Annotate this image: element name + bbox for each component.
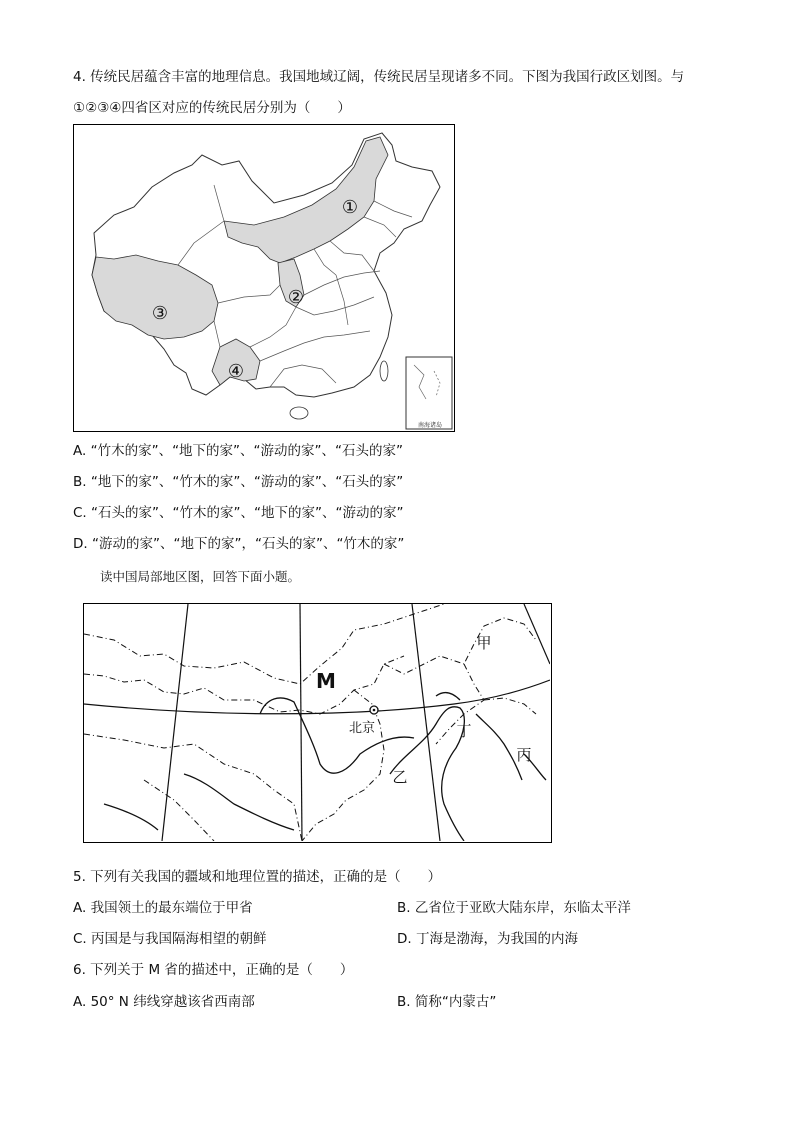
label-yi: 乙 xyxy=(392,768,408,786)
q5-stem: 5. 下列有关我国的疆域和地理位置的描述，正确的是（ ） xyxy=(73,869,442,885)
hainan-island xyxy=(290,407,308,419)
q6-stem: 6. 下列关于 M 省的描述中，正确的是（ ） xyxy=(73,962,354,978)
q4-option-a[interactable]: A. “竹木的家”、“地下的家”、“游动的家”、“石头的家” xyxy=(73,443,404,459)
q5-option-b[interactable]: B. 乙省位于亚欧大陆东岸，东临太平洋 xyxy=(397,900,631,916)
q6-option-a[interactable]: A. 50° N 纬线穿越该省西南部 xyxy=(73,994,255,1010)
map2-intro: 读中国局部地区图，回答下面小题。 xyxy=(100,569,301,584)
label-beijing: 北京 xyxy=(348,721,376,736)
regional-map-svg xyxy=(84,604,550,841)
q4-option-c[interactable]: C. “石头的家”、“竹木的家”、“地下的家”、“游动的家” xyxy=(73,505,404,521)
inset-label: 南海诸岛 xyxy=(417,422,443,429)
south-sea-inset xyxy=(406,357,452,429)
q5-option-a[interactable]: A. 我国领土的最东端位于甲省 xyxy=(73,900,253,916)
q4-stem-line1: 4. 传统民居蕴含丰富的地理信息。我国地域辽阔，传统民居呈现诸多不同。下图为我国行政区划图。与 xyxy=(73,69,685,85)
q5-option-d[interactable]: D. 丁海是渤海，为我国的内海 xyxy=(397,931,578,947)
taiwan-island xyxy=(380,361,388,381)
label-region-1: ① xyxy=(341,197,359,218)
regional-map xyxy=(83,603,552,843)
label-jia: 甲 xyxy=(476,634,492,652)
label-m: M xyxy=(316,669,336,693)
q4-option-b[interactable]: B. “地下的家”、“竹木的家”、“游动的家”、“石头的家” xyxy=(73,474,404,490)
china-province-map xyxy=(73,124,455,432)
china-map-svg xyxy=(74,125,453,430)
q6-option-b[interactable]: B. 简称“内蒙古” xyxy=(397,994,497,1010)
label-region-3: ③ xyxy=(151,303,169,324)
label-ding: 丁 xyxy=(456,722,472,740)
q4-stem-line2: ①②③④四省区对应的传统民居分别为（ ） xyxy=(73,100,351,116)
label-region-2: ② xyxy=(287,287,305,308)
label-bing: 丙 xyxy=(516,746,532,764)
label-region-4: ④ xyxy=(227,361,245,382)
q5-option-c[interactable]: C. 丙国是与我国隔海相望的朝鲜 xyxy=(73,931,267,947)
q4-option-d[interactable]: D. “游动的家”、“地下的家”，“石头的家”、“竹木的家” xyxy=(73,536,405,552)
